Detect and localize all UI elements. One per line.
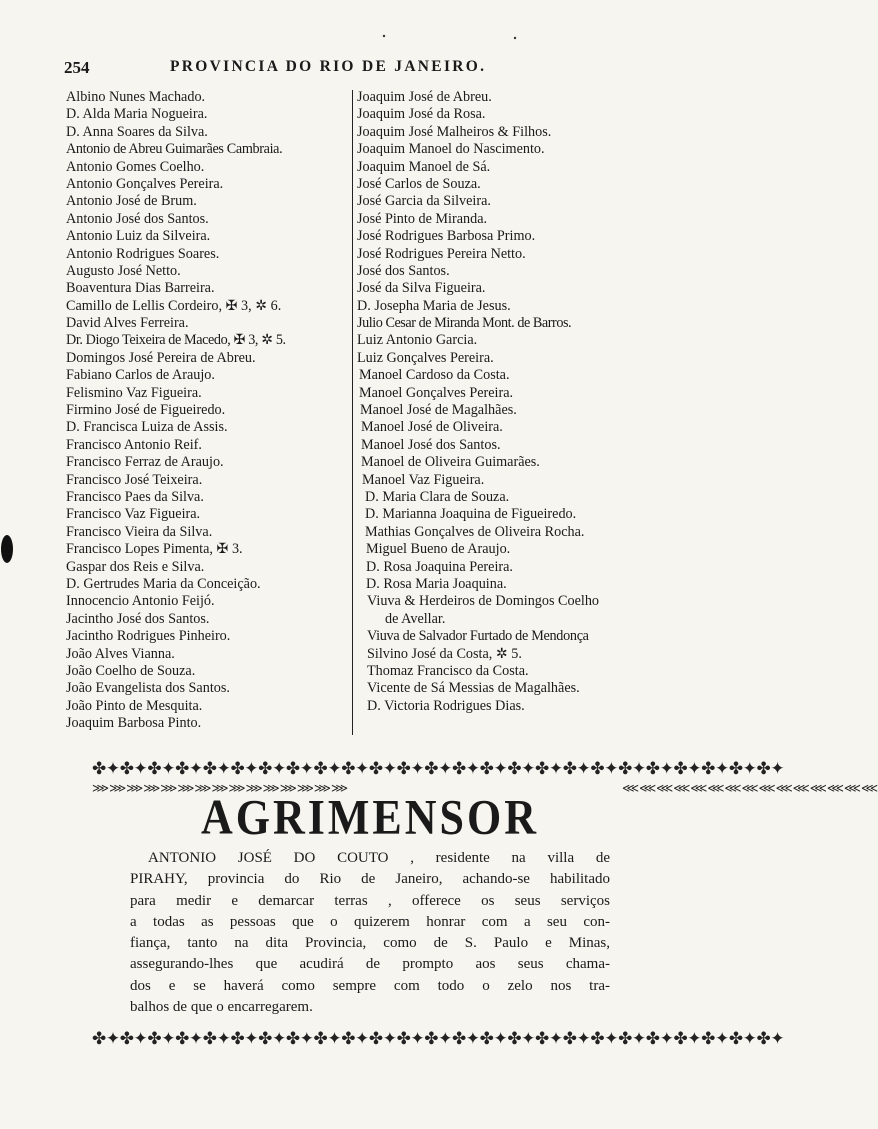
list-item: D. Rosa Maria Joaquina. [366, 575, 507, 592]
list-item: Camillo de Lellis Cordeiro, ✠ 3, ✲ 6. [66, 297, 282, 314]
list-item: Antonio de Abreu Guimarães Cambraia. [66, 141, 283, 158]
list-item: Joaquim Barbosa Pinto. [66, 715, 202, 732]
advert-line: PIRAHY, provincia do Rio de Janeiro, achando-se habilitado [130, 871, 610, 888]
list-item: José Rodrigues Barbosa Primo. [357, 228, 536, 245]
ornamental-side-icon: ⋙⋙⋙⋙⋙⋙⋙⋙⋙⋙⋙⋙⋙⋙⋙ [92, 781, 349, 795]
wrapped-first-line: Viuva & Herdeiros de Domingos Coelho [367, 593, 600, 610]
advert-line: a todas as pessoas que o quizerem honrar com a seu con- [130, 913, 610, 930]
list-item: Luiz Gonçalves Pereira. [357, 349, 494, 366]
list-item: Manoel Cardoso da Costa. [359, 367, 510, 384]
list-item: Firmino José de Figueiredo. [66, 402, 226, 419]
list-item: Francisco Antonio Reif. [66, 436, 202, 453]
list-item: D. Maria Clara de Souza. [365, 488, 510, 505]
list-item: Antonio José de Brum. [66, 193, 197, 210]
list-item: Silvino José da Costa, ✲ 5. [367, 645, 522, 662]
list-item: Francisco Paes da Silva. [66, 488, 204, 505]
list-item: Joaquim José da Rosa. [357, 106, 486, 123]
list-item: Miguel Bueno de Araujo. [366, 541, 511, 558]
ink-blot [1, 535, 13, 563]
running-title: PROVINCIA DO RIO DE JANEIRO. [170, 58, 487, 75]
list-item: Francisco Vieira da Silva. [66, 523, 213, 540]
list-item: João Alves Vianna. [66, 645, 175, 662]
list-item: Joaquim Manoel de Sá. [357, 158, 491, 175]
advert-title: AGRIMENSOR [200, 790, 540, 845]
list-item: Antonio Gonçalves Pereira. [66, 175, 224, 192]
list-item: Antonio Gomes Coelho. [66, 158, 205, 175]
list-item: D. Alda Maria Nogueira. [66, 106, 208, 123]
list-item: Boaventura Dias Barreira. [66, 280, 215, 297]
list-item: Julio Cesar de Miranda Mont. de Barros. [357, 315, 572, 332]
list-item: Antonio José dos Santos. [66, 210, 209, 227]
list-item: João Pinto de Mesquita. [66, 697, 203, 714]
list-item: D. Marianna Joaquina de Figueiredo. [365, 506, 577, 523]
list-item: Joaquim José de Abreu. [357, 89, 492, 105]
list-item: Albino Nunes Machado. [66, 89, 206, 105]
list-item: Manoel José dos Santos. [361, 436, 501, 453]
list-item: D. Anna Soares da Silva. [66, 123, 208, 140]
list-item: José da Silva Figueira. [357, 280, 486, 297]
list-item: Mathias Gonçalves de Oliveira Rocha. [365, 523, 585, 540]
list-item: Innocencio Antonio Feijó. [66, 593, 215, 610]
advert-line: balhos de que o encarregarem. [130, 999, 313, 1016]
list-item: José Carlos de Souza. [357, 175, 481, 192]
list-item: João Coelho de Souza. [66, 662, 196, 679]
list-item: Francisco José Teixeira. [66, 471, 203, 488]
ornamental-border-icon: ✤✦✤✦✤✦✤✦✤✦✤✦✤✦✤✦✤✦✤✦✤✦✤✦✤✦✤✦✤✦✤✦✤✦✤✦✤✦✤✦✤✦✤✦✤✦✤✦✤✦ [92, 1029, 785, 1049]
list-item: João Evangelista dos Santos. [66, 680, 230, 697]
ink-speck [514, 37, 516, 39]
list-item: Manoel José de Magalhães. [360, 402, 517, 419]
list-item: D. Gertrudes Maria da Conceição. [66, 575, 261, 592]
list-item: Joaquim José Malheiros & Filhos. [357, 123, 552, 140]
list-item: Domingos José Pereira de Abreu. [66, 349, 256, 366]
advert-line: ANTONIO JOSÉ DO COUTO , residente na villa de [148, 850, 610, 866]
list-item: Manoel Gonçalves Pereira. [359, 384, 514, 401]
advert-line: para medir e demarcar terras , offerece os seus serviços [130, 892, 610, 909]
list-item: Dr. Diogo Teixeira de Macedo, ✠ 3, ✲ 5. [66, 332, 286, 349]
list-item: David Alves Ferreira. [66, 315, 189, 332]
list-item: Francisco Ferraz de Araujo. [66, 454, 224, 471]
list-item: Antonio Luiz da Silveira. [66, 228, 211, 245]
list-item: Thomaz Francisco da Costa. [367, 662, 529, 679]
list-item: Augusto José Netto. [66, 262, 181, 279]
list-item: José Garcia da Silveira. [357, 193, 491, 210]
advert-line: fiança, tanto na dita Provincia, como de S. Paulo e Minas, [130, 935, 610, 952]
list-item: D. Victoria Rodrigues Dias. [367, 697, 525, 714]
advert-line: assegurando-lhes que acudirá de prompto aos seus chama- [130, 956, 610, 973]
list-item: Manoel Vaz Figueira. [362, 471, 485, 488]
ink-speck [383, 35, 385, 37]
list-item: Francisco Vaz Figueira. [66, 506, 201, 523]
list-item: Luiz Antonio Garcia. [357, 332, 478, 349]
list-item: José dos Santos. [357, 262, 450, 279]
list-item: Fabiano Carlos de Araujo. [66, 367, 215, 384]
list-item: Gaspar dos Reis e Silva. [66, 558, 205, 575]
list-item: D. Francisca Luiza de Assis. [66, 419, 228, 436]
wrapped-continuation: de Avellar. [385, 610, 446, 627]
list-item: Manoel José de Oliveira. [361, 419, 503, 436]
list-item: Vicente de Sá Messias de Magalhães. [367, 680, 580, 697]
ornamental-border-icon: ✤✦✤✦✤✦✤✦✤✦✤✦✤✦✤✦✤✦✤✦✤✦✤✦✤✦✤✦✤✦✤✦✤✦✤✦✤✦✤✦✤✦✤✦✤✦✤✦✤✦ [92, 759, 785, 779]
list-item: Jacintho José dos Santos. [66, 610, 210, 627]
list-item: Francisco Lopes Pimenta, ✠ 3. [66, 541, 243, 558]
list-item: José Rodrigues Pereira Netto. [357, 245, 526, 262]
list-item: Manoel de Oliveira Guimarães. [361, 454, 540, 471]
list-item: Felismino Vaz Figueira. [66, 384, 202, 401]
list-item: Viuva de Salvador Furtado de Mendonça [367, 628, 589, 645]
list-item: D. Rosa Joaquina Pereira. [366, 558, 513, 575]
list-item: Antonio Rodrigues Soares. [66, 245, 220, 262]
list-item: Jacintho Rodrigues Pinheiro. [66, 628, 231, 645]
list-item: D. Josepha Maria de Jesus. [357, 297, 511, 314]
advert-line: dos e se haverá como sempre com todo o zelo nos tra- [130, 977, 610, 994]
page-number: 254 [64, 58, 90, 77]
list-item: José Pinto de Miranda. [357, 210, 488, 227]
list-item: Joaquim Manoel do Nascimento. [357, 141, 545, 158]
ornamental-side-icon: ⋘⋘⋘⋘⋘⋘⋘⋘⋘⋘⋘⋘⋘⋘⋘ [622, 781, 878, 795]
